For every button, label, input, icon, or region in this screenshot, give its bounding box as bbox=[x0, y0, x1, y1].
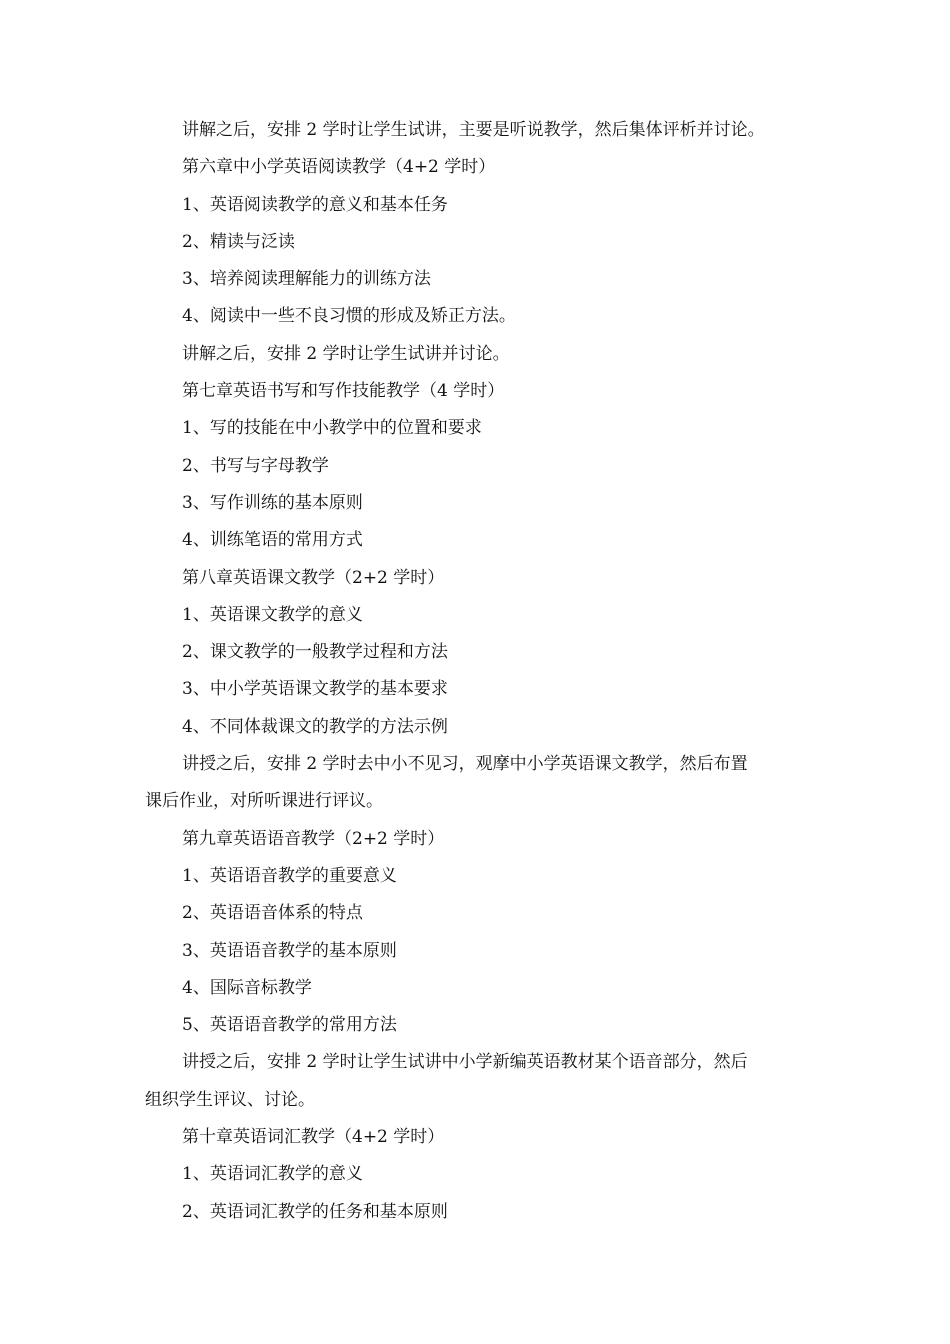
list-item: 4、训练笔语的常用方式 bbox=[182, 530, 363, 551]
list-item: 1、英语课文教学的意义 bbox=[182, 604, 363, 625]
chapter-heading-8: 第八章英语课文教学（2+2 学时） bbox=[182, 567, 445, 588]
list-item: 3、培养阅读理解能力的训练方法 bbox=[182, 269, 431, 290]
list-item: 1、英语阅读教学的意义和基本任务 bbox=[182, 194, 448, 215]
list-item: 4、不同体裁课文的教学的方法示例 bbox=[182, 716, 448, 737]
paragraph-line-continued: 课后作业，对所听课进行评议。 bbox=[145, 791, 383, 812]
list-item: 5、英语语音教学的常用方法 bbox=[182, 1015, 397, 1036]
list-item: 2、书写与字母教学 bbox=[182, 455, 329, 476]
list-item: 3、英语语音教学的基本原则 bbox=[182, 940, 397, 961]
list-item: 4、阅读中一些不良习惯的形成及矫正方法。 bbox=[182, 306, 516, 327]
paragraph-line: 讲解之后，安排 2 学时让学生试讲并讨论。 bbox=[182, 343, 510, 364]
list-item: 1、英语语音教学的重要意义 bbox=[182, 865, 397, 886]
chapter-heading-6: 第六章中小学英语阅读教学（4+2 学时） bbox=[182, 157, 496, 178]
chapter-heading-10: 第十章英语词汇教学（4+2 学时） bbox=[182, 1127, 445, 1148]
document-body bbox=[145, 112, 810, 1231]
list-item: 2、精读与泛读 bbox=[182, 231, 295, 252]
paragraph-line: 讲授之后，安排 2 学时让学生试讲中小学新编英语教材某个语音部分，然后 bbox=[182, 1052, 748, 1073]
list-item: 2、英语词汇教学的任务和基本原则 bbox=[182, 1201, 448, 1222]
list-item: 4、国际音标教学 bbox=[182, 977, 312, 998]
list-item: 1、英语词汇教学的意义 bbox=[182, 1164, 363, 1185]
list-item: 3、中小学英语课文教学的基本要求 bbox=[182, 679, 448, 700]
list-item: 2、课文教学的一般教学过程和方法 bbox=[182, 642, 448, 663]
list-item: 3、写作训练的基本原则 bbox=[182, 492, 363, 513]
chapter-heading-9: 第九章英语语音教学（2+2 学时） bbox=[182, 828, 445, 849]
list-item: 2、英语语音体系的特点 bbox=[182, 903, 363, 924]
paragraph-line: 讲解之后，安排 2 学时让学生试讲，主要是听说教学，然后集体评析并讨论。 bbox=[182, 120, 765, 140]
paragraph-line: 讲授之后，安排 2 学时去中小不见习，观摩中小学英语课文教学，然后布置 bbox=[182, 754, 748, 775]
chapter-heading-7: 第七章英语书写和写作技能教学（4 学时） bbox=[182, 381, 505, 402]
list-item: 1、写的技能在中小教学中的位置和要求 bbox=[182, 418, 482, 439]
paragraph-line-continued: 组织学生评议、讨论。 bbox=[145, 1089, 315, 1110]
